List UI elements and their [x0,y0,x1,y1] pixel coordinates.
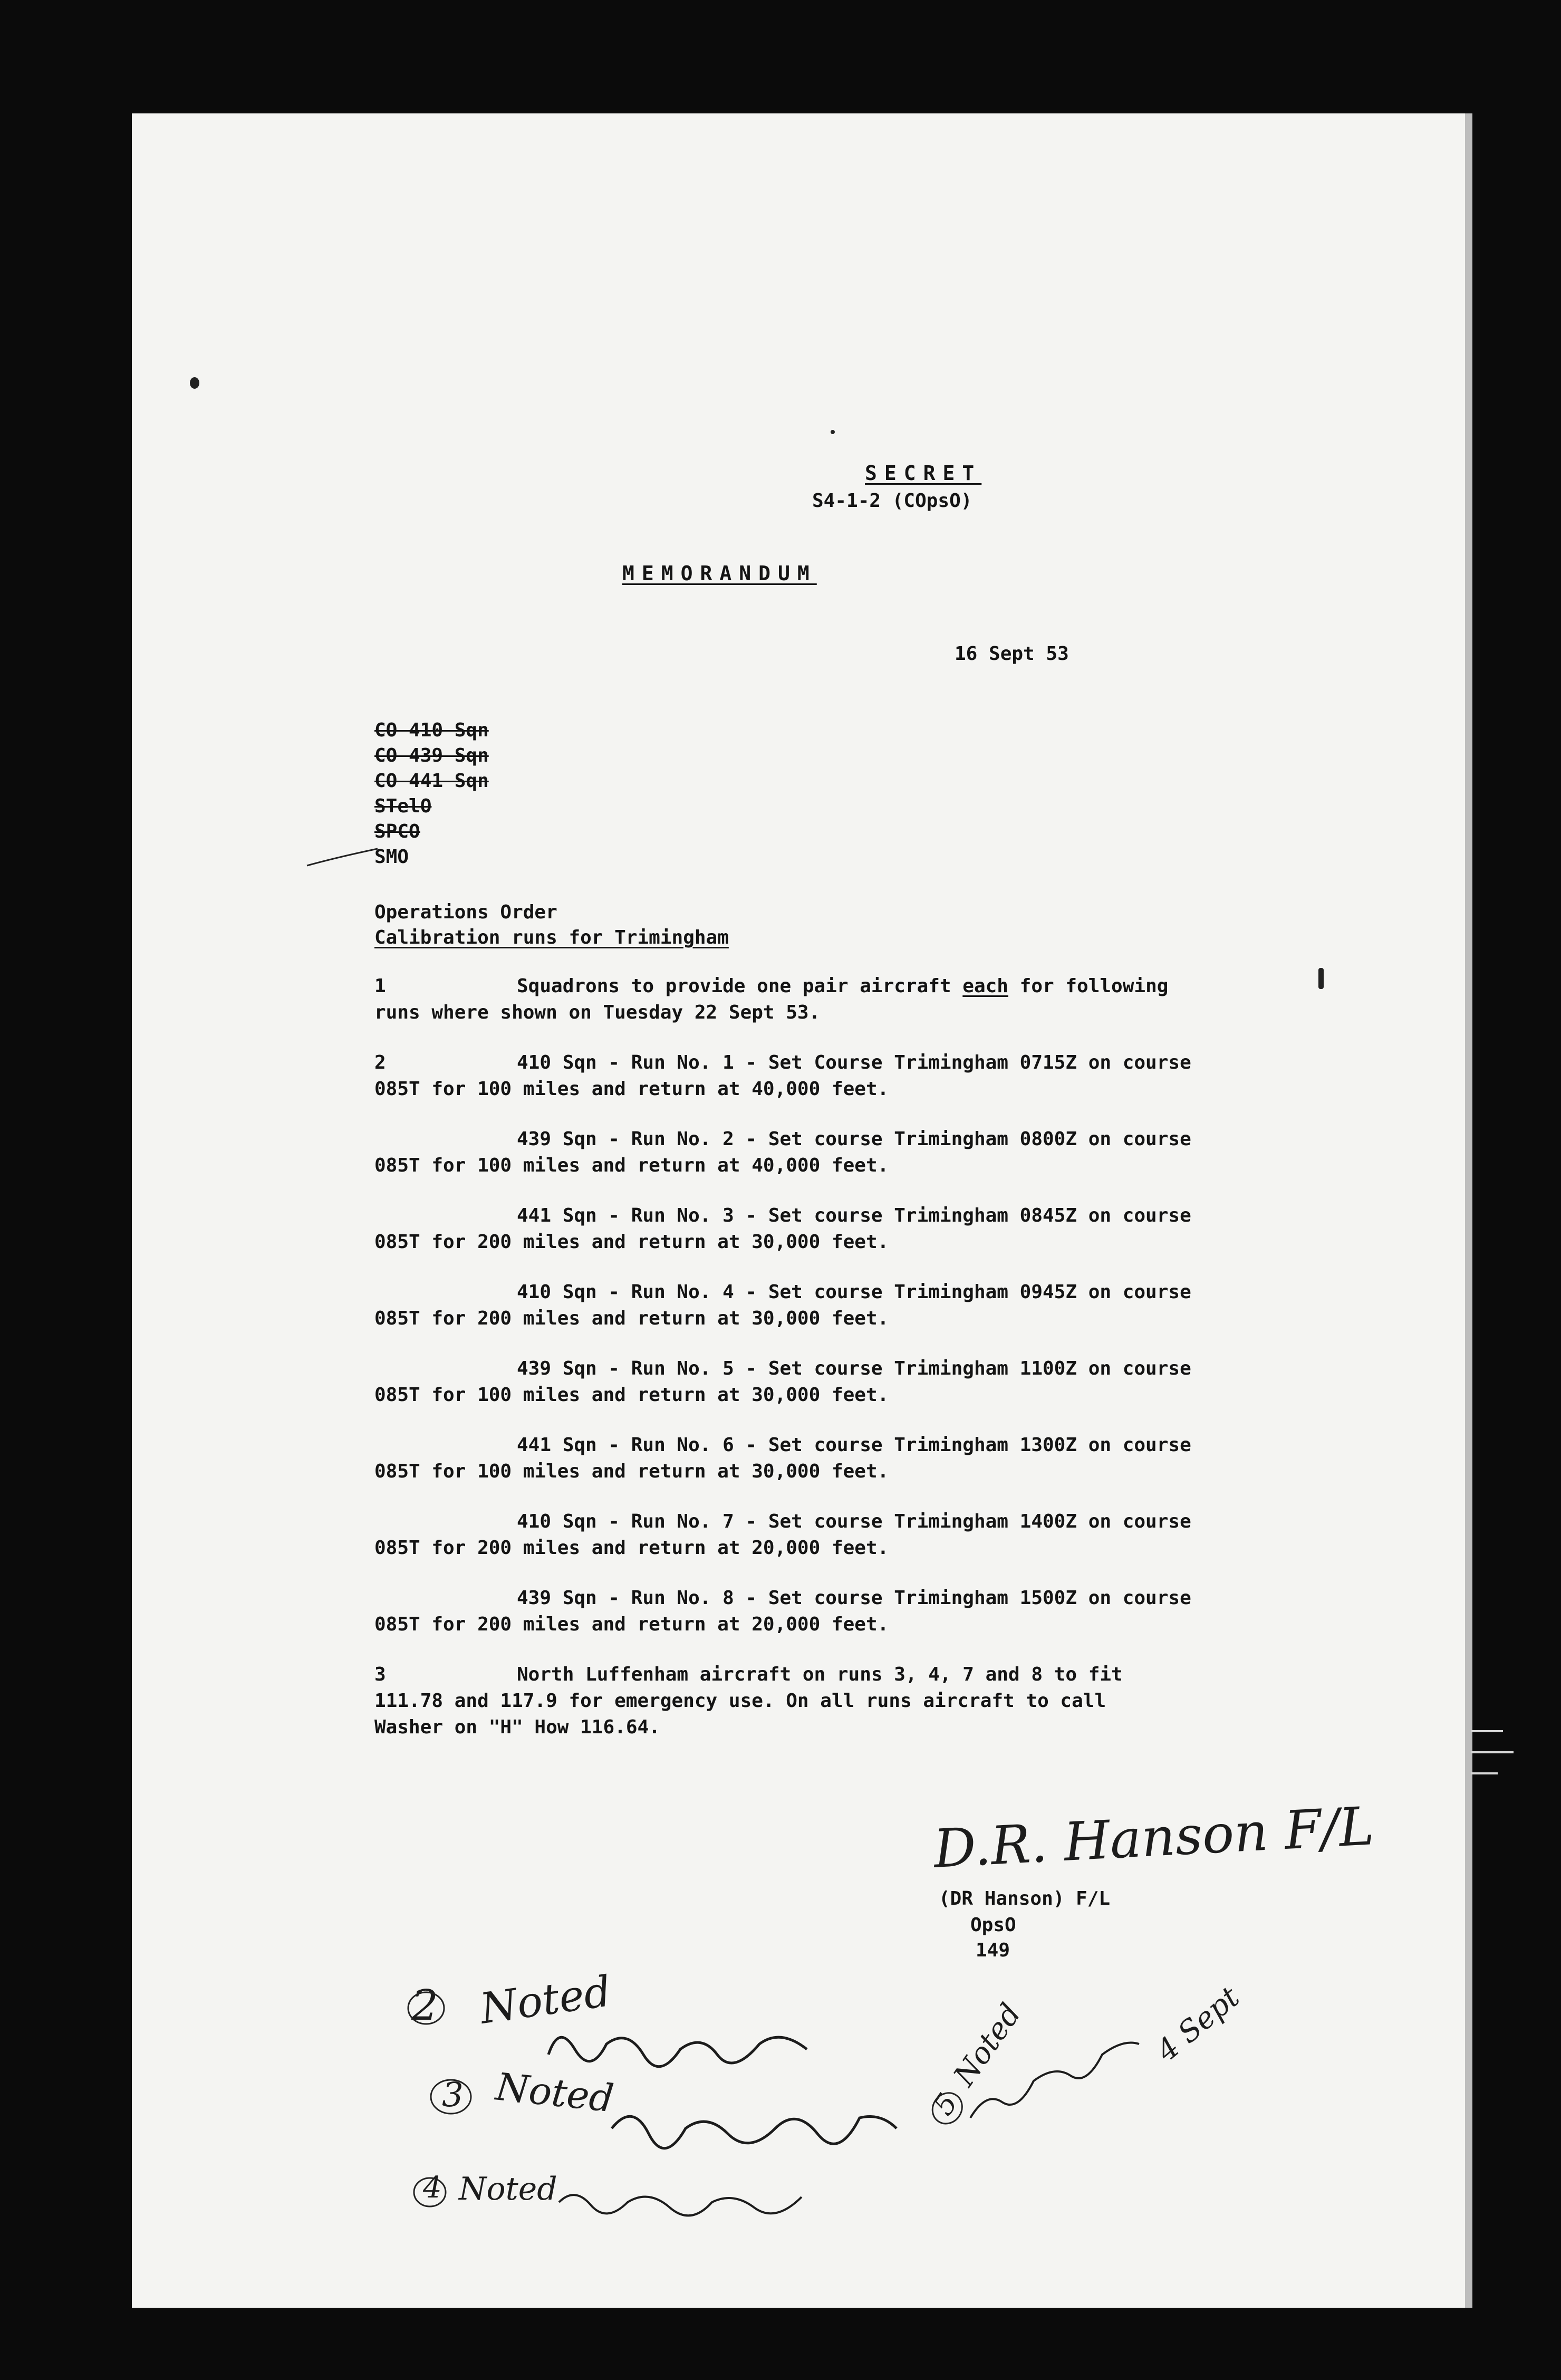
signatory-name: (DR Hanson) F/L [939,1888,1111,1909]
annotation-number: 5 [926,2087,965,2122]
scan-speck [831,430,835,434]
run-entry [374,1279,1376,1332]
paragraph-1 [374,973,1376,1026]
run-line: 441 Sqn - Run No. 6 - Set course Trimingham 1300Z on course [517,1434,1191,1456]
run-line: 085T for 200 miles and return at 20,000 feet. [374,1614,889,1635]
reference-number: S4-1-2 (COpsO) [812,490,972,512]
annotation-text: Noted [947,1997,1028,2093]
run-line: 410 Sqn - Run No. 7 - Set course Trimingham 1400Z on course [517,1511,1191,1532]
subject-title: Calibration runs for Trimingham [374,927,729,948]
handwritten-initials [543,2012,817,2076]
run-entry [374,1432,1376,1485]
paragraph-line: 111.78 and 117.9 for emergency use. On all runs aircraft to call [374,1690,1106,1712]
run-entry [374,1050,1376,1102]
paragraph-3 [374,1662,1376,1741]
annotation-text: Noted [459,2171,557,2208]
annotation-number: 2 [411,1981,438,2030]
paragraph-line [517,973,1168,1000]
run-line: 439 Sqn - Run No. 8 - Set course Trimingham 1500Z on course [517,1587,1191,1609]
distribution-item: CO 410 Sqn [374,719,489,741]
run-line: 085T for 100 miles and return at 30,000 feet. [374,1461,889,1482]
paragraph-line: Washer on "H" How 116.64. [374,1716,660,1738]
annotation-number: 3 [442,2076,464,2115]
run-line: 410 Sqn - Run No. 4 - Set course Trimingham 0945Z on course [517,1281,1191,1303]
run-line: 085T for 100 miles and return at 30,000 feet. [374,1384,889,1406]
signatory-office: OpsO [970,1914,1016,1936]
subject-heading: Operations Order [374,901,557,923]
paragraph-line: North Luffenham aircraft on runs 3, 4, 7 and 8 to fit [517,1664,1123,1685]
memo-date: 16 Sept 53 [955,643,1069,665]
run-line: 085T for 100 miles and return at 40,000 feet. [374,1155,889,1176]
run-line: 410 Sqn - Run No. 1 - Set Course Trimingham 0715Z on course [517,1052,1191,1073]
scan-speck [190,377,199,389]
run-line: 085T for 200 miles and return at 20,000 feet. [374,1537,889,1559]
scan-mark [1471,1751,1514,1753]
run-line: 439 Sqn - Run No. 2 - Set course Trimingham 0800Z on course [517,1128,1191,1150]
run-line: 439 Sqn - Run No. 5 - Set course Trimingham 1100Z on course [517,1358,1191,1379]
annotation-date: 4 Sept [1150,1980,1246,2069]
annotation-number: 4 [423,2171,442,2205]
distribution-item: SPCO [374,821,420,842]
paragraph-number: 2 [374,1052,386,1073]
distribution-item: CO 441 Sqn [374,770,489,792]
paragraph-text: Squadrons to provide one pair aircraft [517,975,963,997]
paragraph-text: for following [1008,975,1169,997]
run-line: 085T for 100 miles and return at 40,000 feet. [374,1078,889,1100]
paragraph-number: 3 [374,1664,386,1685]
run-entry [374,1203,1376,1255]
scan-speck [1318,968,1324,989]
handwritten-initials [965,2012,1165,2128]
distribution-tick-mark [306,847,380,868]
distribution-item: CO 439 Sqn [374,745,489,766]
circle-mark [405,1987,447,2029]
run-entry [374,1356,1376,1408]
run-line: 085T for 200 miles and return at 30,000 feet. [374,1231,889,1253]
memo-title: MEMORANDUM [622,562,817,585]
handwritten-initials [606,2097,902,2155]
handwritten-initials [554,2176,807,2223]
scan-mark [1471,1730,1503,1732]
paragraph-number: 1 [374,975,386,997]
run-entry [374,1126,1376,1179]
paragraph-line: runs where shown on Tuesday 22 Sept 53. [374,1002,821,1023]
annotation-text: Noted [477,1966,614,2033]
run-entry [374,1585,1376,1638]
run-line: 441 Sqn - Run No. 3 - Set course Trimingham 0845Z on course [517,1205,1191,1226]
memo-page [132,113,1466,2308]
signatory-number: 149 [976,1940,1010,1961]
run-entry [374,1509,1376,1561]
page-edge [1465,113,1472,2308]
classification-marking: SECRET [865,462,982,485]
run-line: 085T for 200 miles and return at 30,000 feet. [374,1308,889,1329]
paragraph-emphasis: each [962,975,1008,997]
annotation-text: Noted [494,2064,616,2121]
handwritten-signature: D.R. Hanson F/L [932,1795,1376,1880]
scan-mark [1471,1772,1498,1774]
distribution-item: SMO [374,846,409,868]
distribution-item: STelO [374,795,432,817]
